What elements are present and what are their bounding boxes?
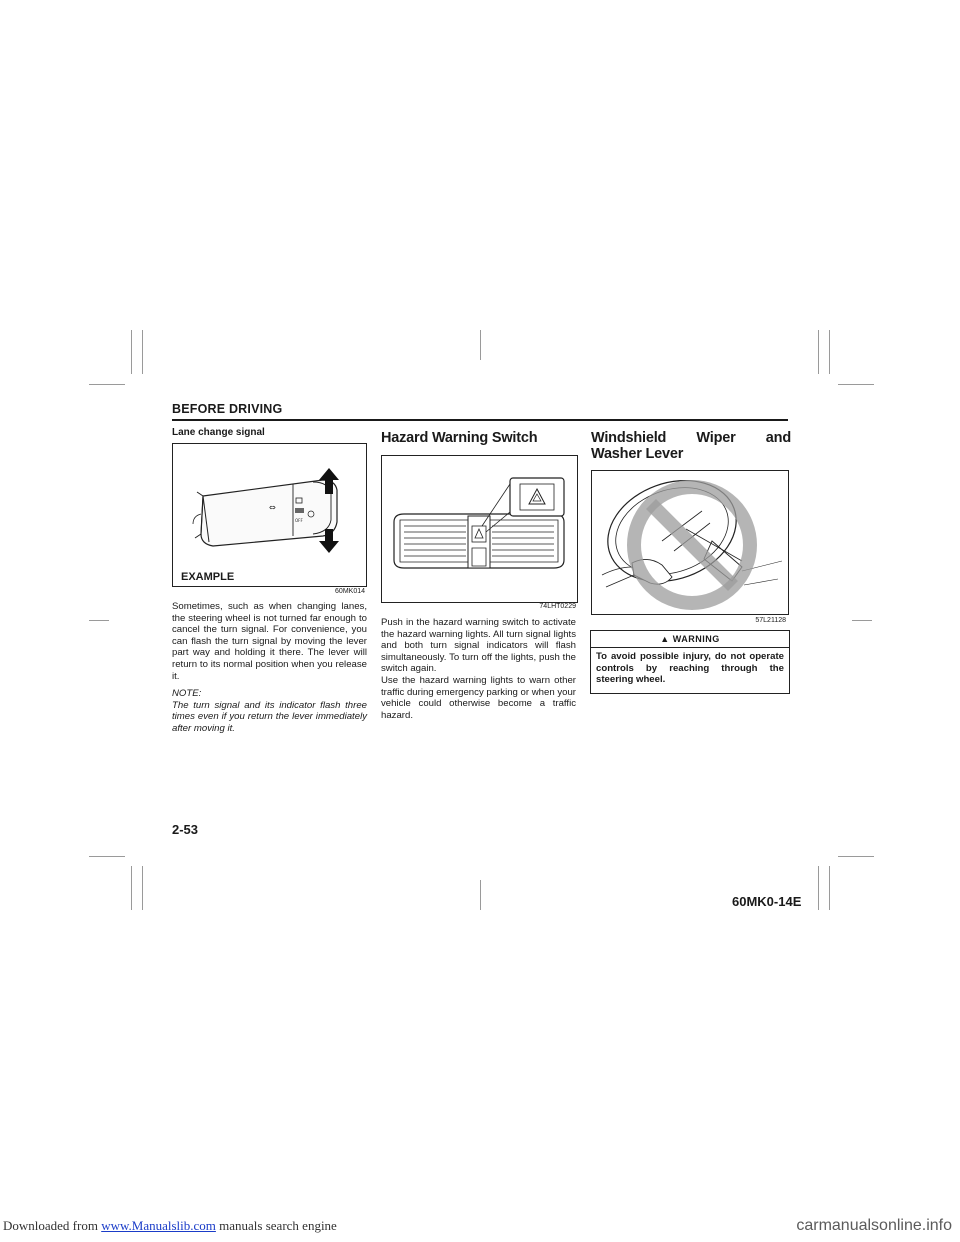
- middle-column: [381, 430, 576, 446]
- middle-column-text: [381, 617, 576, 726]
- left-column: [172, 427, 367, 443]
- wiper-heading: Windshield Wiper and Washer Lever: [591, 430, 791, 462]
- auto-symbol: [295, 508, 304, 513]
- lane-change-figure: [172, 443, 367, 587]
- section-title: BEFORE DRIVING: [172, 402, 283, 416]
- left-column-text: [172, 601, 367, 735]
- lane-change-figure-code: 60MK014: [335, 588, 365, 595]
- beam-symbol: ⇔: [269, 503, 276, 512]
- hazard-body-2: Use the hazard warning lights to warn other traffic during emergency parking or when your vehicle could otherwise become a traffic hazard.: [381, 674, 576, 721]
- right-column: [591, 430, 791, 462]
- warning-header: [591, 631, 789, 648]
- header-rule: [172, 419, 788, 421]
- document-code: 60MK0-14E: [732, 894, 802, 909]
- hazard-body-1: Push in the hazard warning switch to activate the hazard warning lights. All turn signal lights and both turn signal indicators will flash simultaneously. To turn off the lights, push the switch again.: [381, 617, 576, 675]
- crop-mark: [89, 384, 125, 385]
- watermark: carmanualsonline.info: [796, 1217, 952, 1234]
- crop-mark: [829, 330, 830, 374]
- crop-mark: [131, 866, 132, 910]
- hazard-heading: Hazard Warning Switch: [381, 430, 538, 446]
- download-prefix: Downloaded from: [3, 1218, 102, 1233]
- lane-change-body: Sometimes, such as when changing lanes, the steering wheel is not turned far enough to cancel the turn signal. For convenience, you can flash the turn signal by moving the lever part way and holding it there. The lever will return to its normal position when you release it.: [172, 601, 367, 682]
- crop-mark: [838, 856, 874, 857]
- crop-mark: [838, 384, 874, 385]
- steering-wheel-illustration: [592, 471, 788, 614]
- download-suffix: manuals search engine: [215, 1218, 337, 1233]
- hazard-switch-illustration: [382, 456, 577, 602]
- lever-off-label: OFF: [295, 518, 303, 523]
- crop-mark: [818, 330, 819, 374]
- download-line: [3, 1218, 337, 1234]
- manualslib-link[interactable]: www.Manualslib.com: [101, 1218, 216, 1233]
- crop-mark: [142, 866, 143, 910]
- crop-mark: [852, 620, 872, 621]
- crop-mark: [818, 866, 819, 910]
- crop-mark: [89, 620, 109, 621]
- warning-box: [590, 630, 790, 694]
- hazard-figure-code: 74LHT0229: [539, 603, 576, 610]
- crop-mark: [480, 330, 481, 360]
- warning-title: WARNING: [672, 634, 720, 644]
- note-label: NOTE:: [172, 688, 202, 700]
- warning-triangle-icon: ▲: [660, 634, 670, 644]
- note-text: The turn signal and its indicator flash three times even if you return the lever immediately after moving it.: [172, 699, 367, 734]
- warning-text: To avoid possible injury, do not operate controls by reaching through the steering wheel.: [596, 651, 784, 685]
- figure-example-label: EXAMPLE: [181, 571, 235, 583]
- lane-change-subheading: Lane change signal: [172, 427, 265, 438]
- hazard-figure: [381, 455, 578, 603]
- page-number: 2-53: [172, 822, 199, 837]
- crop-mark: [142, 330, 143, 374]
- wiper-figure-code: 57L21128: [755, 617, 786, 624]
- crop-mark: [480, 880, 481, 910]
- crop-mark: [131, 330, 132, 374]
- crop-mark: [89, 856, 125, 857]
- wiper-figure: [591, 470, 789, 615]
- turn-signal-lever-illustration: [173, 444, 366, 586]
- crop-mark: [829, 866, 830, 910]
